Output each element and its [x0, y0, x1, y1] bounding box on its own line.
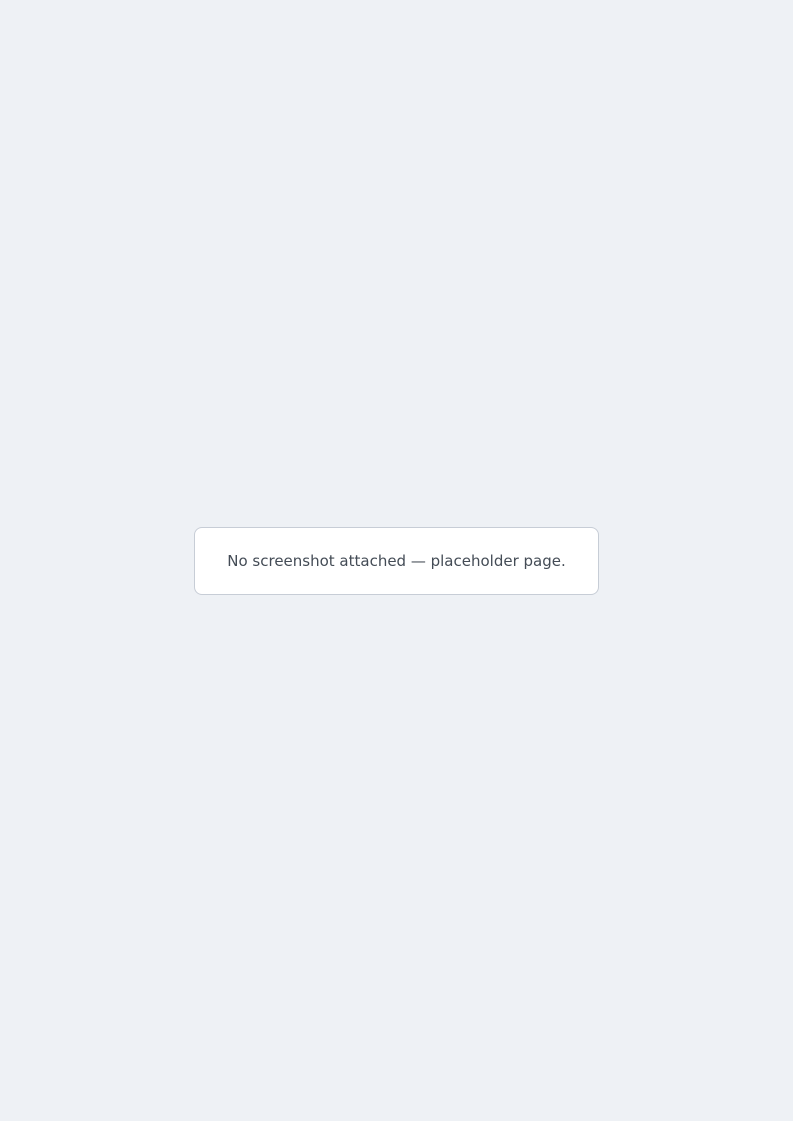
placeholder-message: No screenshot attached — placeholder page. — [194, 527, 599, 595]
